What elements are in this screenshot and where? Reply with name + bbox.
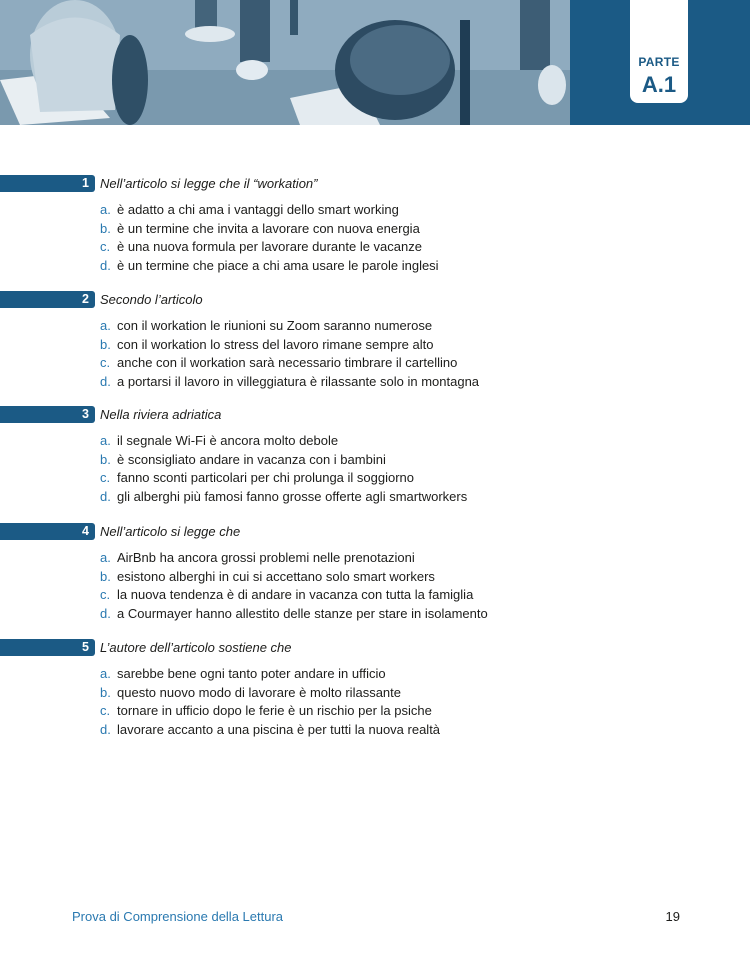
option-text: è adatto a chi ama i vantaggi dello smart working bbox=[117, 202, 399, 217]
option-letter: a. bbox=[100, 433, 111, 448]
option-text: questo nuovo modo di lavorare è molto rilassante bbox=[117, 684, 401, 700]
option-letter: c. bbox=[100, 703, 111, 719]
option-b[interactable] bbox=[100, 568, 488, 587]
option-text: lavorare accanto a una piscina è per tutti la nuova realtà bbox=[117, 722, 441, 738]
options-list bbox=[100, 665, 440, 740]
option-b[interactable] bbox=[100, 220, 439, 239]
question-number: 3 bbox=[82, 407, 89, 421]
question-prompt: Secondo l’articolo bbox=[100, 292, 203, 307]
option-letter: d. bbox=[100, 606, 111, 622]
option-text: il segnale Wi-Fi è ancora molto debole bbox=[117, 433, 339, 448]
options-list bbox=[100, 317, 479, 392]
question-4 bbox=[0, 523, 750, 622]
option-letter: b. bbox=[100, 684, 111, 700]
option-letter: b. bbox=[100, 568, 111, 584]
option-text: anche con il workation sarà necessario timbrare il cartellino bbox=[117, 355, 458, 371]
question-header bbox=[0, 639, 750, 657]
option-c[interactable] bbox=[100, 586, 488, 605]
option-letter: a. bbox=[100, 318, 111, 333]
option-a[interactable] bbox=[100, 201, 439, 220]
option-text: esistono alberghi in cui si accettano solo smart workers bbox=[117, 568, 435, 584]
question-prompt: Nell’articolo si legge che il “workation” bbox=[100, 176, 318, 191]
question-3 bbox=[0, 406, 750, 505]
parte-tab bbox=[630, 0, 688, 103]
option-text: è sconsigliato andare in vacanza con i bambini bbox=[117, 451, 386, 467]
question-header bbox=[0, 175, 750, 193]
option-d[interactable] bbox=[100, 721, 440, 740]
option-text: gli alberghi più famosi fanno grosse offerte agli smartworkers bbox=[117, 489, 468, 505]
option-letter: d. bbox=[100, 258, 111, 274]
question-prompt: Nella riviera adriatica bbox=[100, 407, 222, 422]
option-c[interactable] bbox=[100, 238, 439, 257]
option-d[interactable] bbox=[100, 257, 439, 276]
option-letter: a. bbox=[100, 666, 111, 681]
question-number-bar bbox=[0, 639, 95, 656]
question-number: 4 bbox=[82, 524, 89, 538]
question-1 bbox=[0, 175, 750, 274]
option-text: tornare in ufficio dopo le ferie è un rischio per la psiche bbox=[117, 703, 432, 719]
question-prompt: L’autore dell’articolo sostiene che bbox=[100, 640, 292, 655]
option-d[interactable] bbox=[100, 605, 488, 624]
option-b[interactable] bbox=[100, 336, 479, 355]
option-text: è un termine che invita a lavorare con nuova energia bbox=[117, 220, 420, 236]
question-prompt: Nell’articolo si legge che bbox=[100, 524, 241, 539]
option-a[interactable] bbox=[100, 432, 467, 451]
question-number-bar bbox=[0, 291, 95, 308]
option-text: la nuova tendenza è di andare in vacanza con tutta la famiglia bbox=[117, 587, 474, 603]
option-letter: d. bbox=[100, 374, 111, 390]
question-header bbox=[0, 523, 750, 541]
option-text: fanno sconti particolari per chi prolunga il soggiorno bbox=[117, 470, 415, 486]
question-number: 1 bbox=[82, 176, 89, 190]
options-list bbox=[100, 549, 488, 624]
option-text: è un termine che piace a chi ama usare le parole inglesi bbox=[117, 258, 439, 274]
question-header bbox=[0, 291, 750, 309]
option-d[interactable] bbox=[100, 488, 467, 507]
option-letter: c. bbox=[100, 239, 111, 255]
option-text: con il workation le riunioni su Zoom saranno numerose bbox=[117, 318, 433, 333]
options-list bbox=[100, 201, 439, 276]
option-text: è una nuova formula per lavorare durante le vacanze bbox=[117, 239, 422, 255]
option-text: a portarsi il lavoro in villeggiatura è rilassante solo in montagna bbox=[117, 374, 480, 390]
option-letter: a. bbox=[100, 550, 111, 565]
option-c[interactable] bbox=[100, 354, 479, 373]
option-letter: b. bbox=[100, 220, 111, 236]
question-number-bar bbox=[0, 523, 95, 540]
option-letter: c. bbox=[100, 470, 111, 486]
students-writing-illustration bbox=[0, 0, 570, 125]
page-number: 19 bbox=[665, 909, 680, 924]
option-c[interactable] bbox=[100, 702, 440, 721]
option-letter: b. bbox=[100, 451, 111, 467]
question-number-bar bbox=[0, 175, 95, 192]
option-a[interactable] bbox=[100, 549, 488, 568]
option-text: con il workation lo stress del lavoro rimane sempre alto bbox=[117, 336, 434, 352]
option-a[interactable] bbox=[100, 317, 479, 336]
option-letter: b. bbox=[100, 336, 111, 352]
option-b[interactable] bbox=[100, 451, 467, 470]
option-text: a Courmayer hanno allestito delle stanze per stare in isolamento bbox=[117, 606, 488, 622]
parte-label: PARTE bbox=[638, 55, 680, 69]
option-letter: a. bbox=[100, 202, 111, 217]
option-letter: c. bbox=[100, 587, 111, 603]
option-a[interactable] bbox=[100, 665, 440, 684]
options-list bbox=[100, 432, 467, 507]
question-number: 2 bbox=[82, 292, 89, 306]
question-5 bbox=[0, 639, 750, 738]
option-d[interactable] bbox=[100, 373, 479, 392]
question-number-bar bbox=[0, 406, 95, 423]
option-text: sarebbe bene ogni tanto poter andare in ufficio bbox=[117, 666, 386, 681]
option-letter: d. bbox=[100, 489, 111, 505]
header-photo bbox=[0, 0, 570, 125]
question-header bbox=[0, 406, 750, 424]
option-letter: d. bbox=[100, 722, 111, 738]
option-c[interactable] bbox=[100, 469, 467, 488]
option-text: AirBnb ha ancora grossi problemi nelle prenotazioni bbox=[117, 550, 415, 565]
parte-number: A.1 bbox=[641, 72, 677, 97]
option-b[interactable] bbox=[100, 684, 440, 703]
question-number: 5 bbox=[82, 640, 89, 654]
footer-title: Prova di Comprensione della Lettura bbox=[72, 909, 284, 924]
option-letter: c. bbox=[100, 355, 111, 371]
question-2 bbox=[0, 291, 750, 390]
